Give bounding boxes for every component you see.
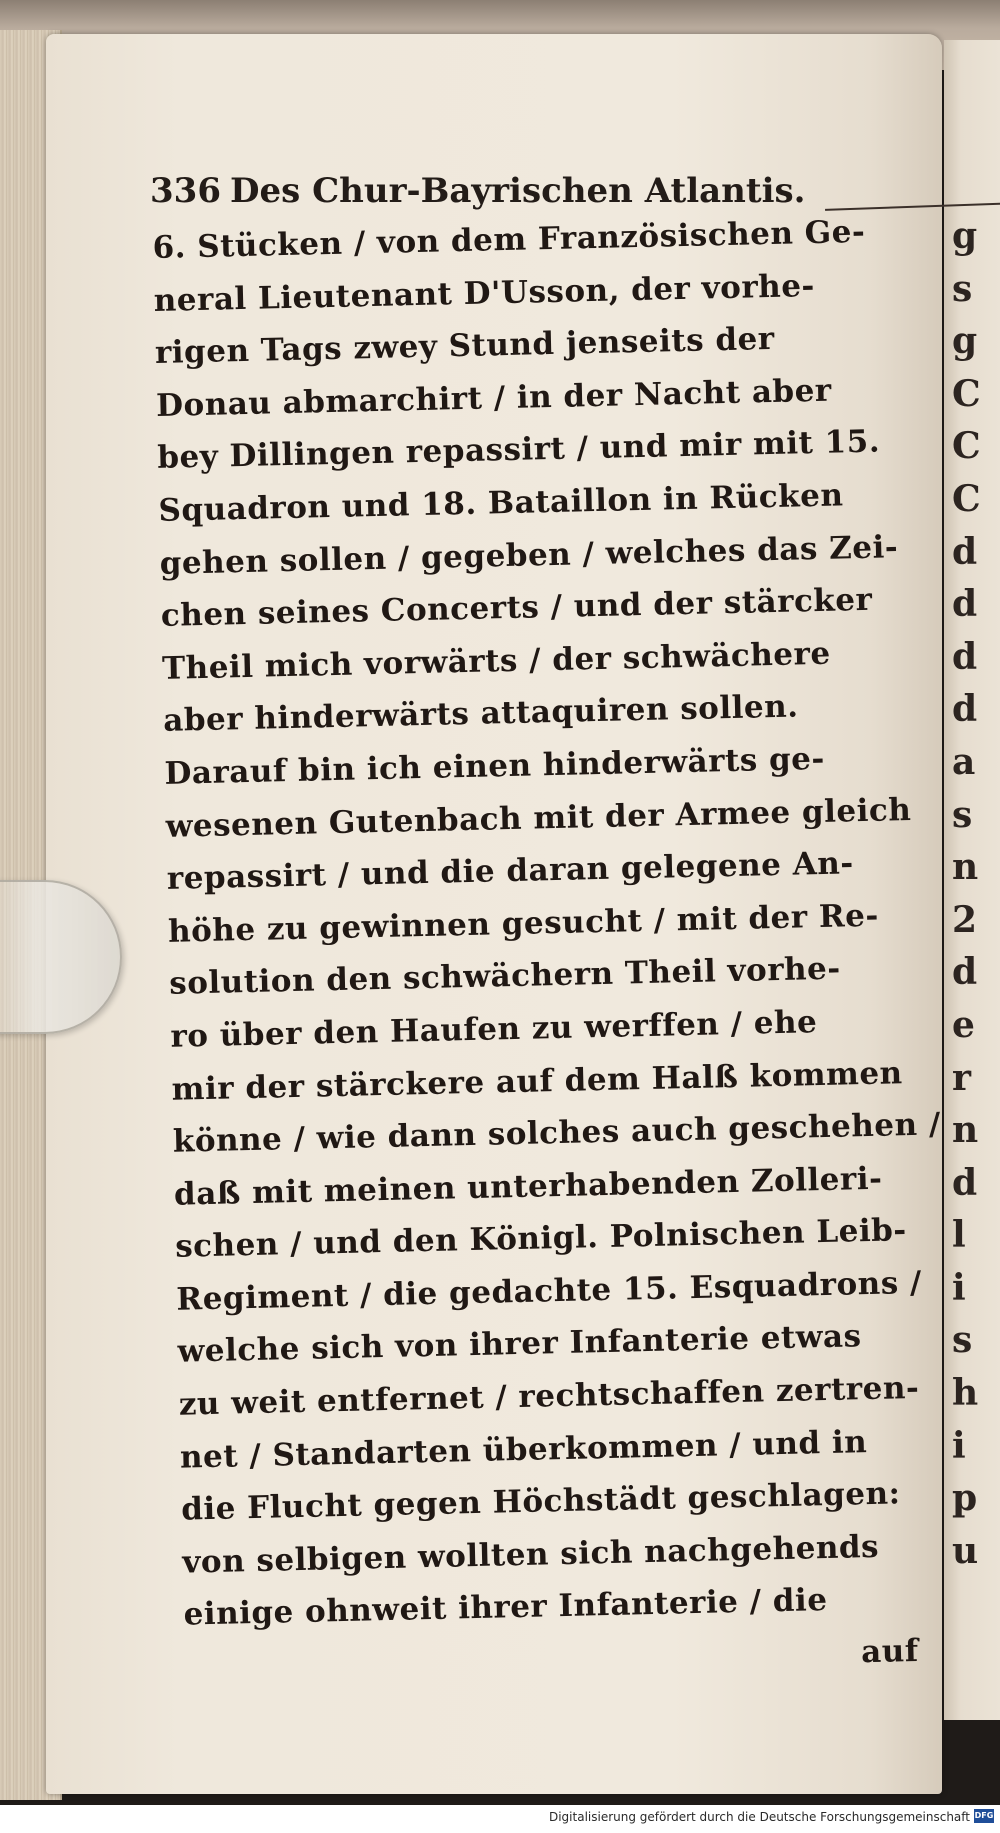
facing-page-letter: e — [952, 1003, 975, 1046]
facing-page-letter: d — [952, 635, 978, 678]
text-line: zu weit entfernet / rechtschaffen zertren- — [178, 1369, 920, 1423]
catchword: auf — [860, 1633, 920, 1671]
facing-page-letter: d — [952, 583, 978, 626]
facing-page-letter: u — [952, 1529, 979, 1572]
text-line: solution den schwächern Theil vorhe- — [168, 950, 842, 1003]
facing-page-letter: a — [952, 740, 976, 783]
text-line: aber hinderwärts attaquiren sollen. — [162, 688, 799, 740]
text-line: rigen Tags zwey Stund jenseits der — [154, 321, 775, 372]
text-line: einige ohnweit ihrer Infanterie / die — [183, 1582, 828, 1634]
facing-page-letter: 2 — [952, 898, 978, 941]
facing-page-letter: C — [952, 477, 981, 520]
facing-page-letter: g — [952, 320, 978, 363]
running-title: Des Chur-Bayrischen Atlantis. — [230, 171, 806, 211]
facing-page-letter: s — [952, 267, 973, 310]
text-line: Regiment / die gedachte 15. Esquadrons / — [176, 1264, 923, 1318]
facing-page-letter: C — [952, 425, 981, 468]
facing-page-letter: h — [952, 1372, 979, 1415]
facing-page-letter: d — [952, 530, 978, 573]
text-line: höhe zu gewinnen gesucht / mit der Re- — [167, 897, 880, 950]
text-line: die Flucht gegen Höchstädt geschlagen: — [180, 1475, 901, 1528]
text-line: wesenen Gutenbach mit der Armee gleich — [165, 791, 912, 845]
dfg-logo: DFG — [974, 1809, 994, 1823]
text-line: schen / und den Königl. Polnischen Leib- — [174, 1212, 908, 1266]
page-number: 336 — [150, 171, 221, 211]
facing-page-letter: p — [952, 1477, 978, 1520]
text-line: chen seines Concerts / und der stärcker — [160, 581, 873, 635]
text-line: von selbigen wollten sich nachgehends — [182, 1528, 880, 1581]
facing-page-letter: d — [952, 951, 978, 994]
facing-page-letter: d — [952, 1161, 978, 1204]
facing-page-letter: s — [952, 1319, 973, 1362]
facing-page-letter: r — [952, 1056, 971, 1099]
text-line: 6. Stücken / von dem Französischen Ge- — [152, 213, 866, 266]
text-line: welche sich von ihrer Infanterie etwas — [177, 1318, 862, 1371]
facing-page-letter: d — [952, 688, 978, 731]
facing-page-letter: l — [952, 1214, 966, 1257]
text-line: bey Dillingen repassirt / und mir mit 15. — [156, 423, 881, 477]
facing-page-letter: g — [952, 215, 978, 257]
facing-page-letter: C — [952, 372, 981, 415]
text-line: ro über den Haufen zu werffen / ehe — [170, 1004, 818, 1055]
facing-page-letter: n — [952, 846, 979, 889]
facing-page-letter: i — [952, 1266, 966, 1309]
digitization-credit: Digitalisierung gefördert durch die Deutsche Forschungsgemeinschaft — [548, 1810, 970, 1824]
text-line: Theil mich vorwärts / der schwächere — [161, 635, 831, 687]
text-line: neral Lieutenant D'Usson, der vorhe- — [153, 267, 816, 319]
text-line: daß mit meinen unterhabenden Zolleri- — [173, 1160, 883, 1213]
facing-page-letter: s — [952, 793, 973, 836]
text-line: Darauf bin ich einen hinderwärts ge- — [164, 740, 826, 792]
text-line: Squadron und 18. Bataillon in Rücken — [158, 477, 844, 529]
facing-page-letter: i — [952, 1424, 966, 1467]
text-line: net / Standarten überkommen / und in — [179, 1423, 868, 1476]
facing-page-text — [944, 40, 1000, 1577]
text-line: Donau abmarchirt / in der Nacht aber — [155, 372, 833, 424]
facing-page-letter: n — [952, 1109, 979, 1152]
text-line: mir der stärckere auf dem Halß kommen — [171, 1054, 904, 1108]
facing-page — [944, 40, 1000, 1720]
text-line: könne / wie dann solches auch geschehen / — [172, 1106, 942, 1160]
text-line: gehen sollen / gegeben / welches das Zei- — [159, 528, 899, 582]
text-line: repassirt / und die daran gelegene An- — [166, 845, 855, 897]
body-text — [152, 205, 942, 1694]
